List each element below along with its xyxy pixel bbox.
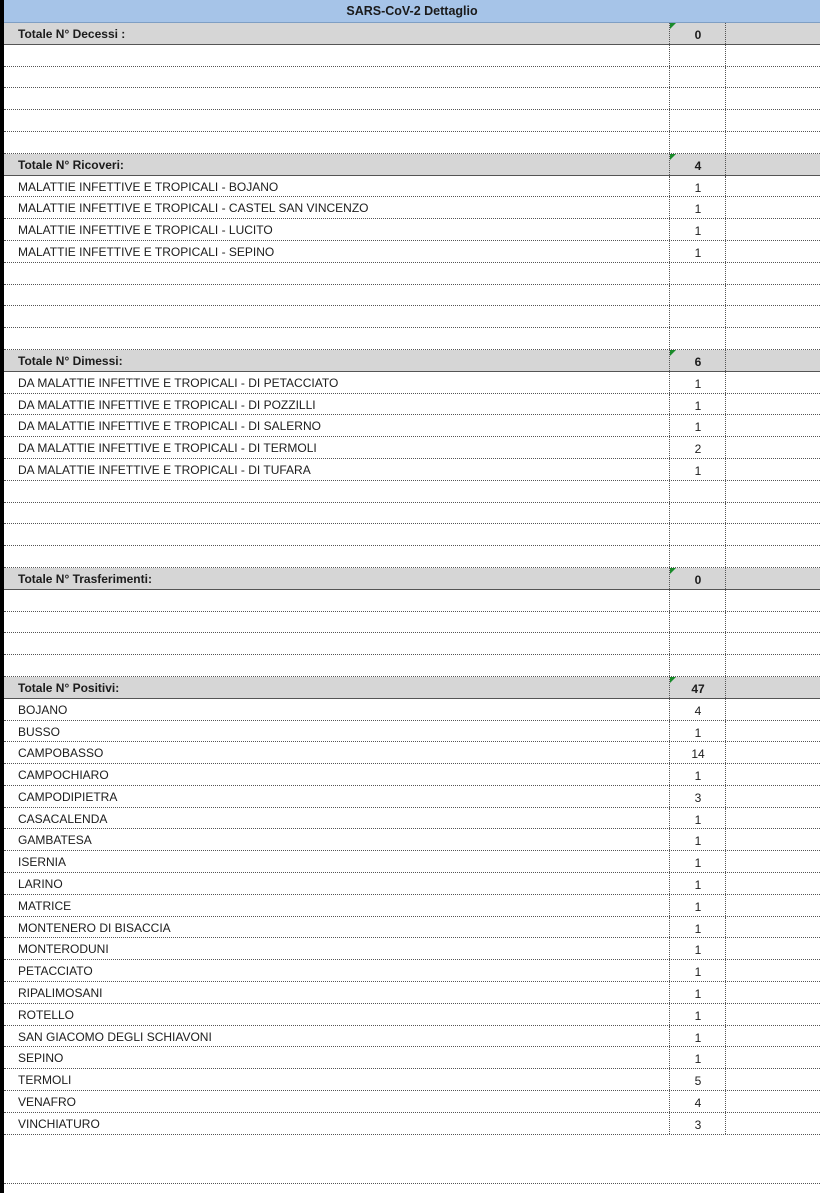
table-row[interactable] xyxy=(4,721,820,743)
column-separator xyxy=(669,306,670,327)
column-separator xyxy=(725,481,726,502)
column-separator xyxy=(725,328,726,349)
row-label: VENAFRO xyxy=(18,1095,77,1110)
column-separator xyxy=(669,67,670,88)
row-label: VINCHIATURO xyxy=(18,1116,100,1131)
row-value: 1 xyxy=(694,943,702,958)
column-separator xyxy=(725,88,726,109)
section-total: 47 xyxy=(691,681,705,696)
table-row[interactable] xyxy=(4,1091,820,1113)
table-row[interactable] xyxy=(4,895,820,917)
row-label: MALATTIE INFETTIVE E TROPICALI - LUCITO xyxy=(18,223,273,238)
section-total: 0 xyxy=(694,28,702,42)
row-label: DA MALATTIE INFETTIVE E TROPICALI - DI SALERNO xyxy=(18,419,321,434)
row-value: 1 xyxy=(694,878,702,893)
row-label: DA MALATTIE INFETTIVE E TROPICALI - DI POZZILLI xyxy=(18,397,316,412)
row-value: 3 xyxy=(694,1117,702,1132)
table-row[interactable] xyxy=(4,764,820,786)
empty-row[interactable] xyxy=(4,612,820,634)
row-value: 1 xyxy=(694,1030,702,1045)
table-row[interactable] xyxy=(4,917,820,939)
sheet-bottom-line xyxy=(4,1183,820,1184)
row-label: TERMOLI xyxy=(18,1073,72,1088)
row-label: CASACALENDA xyxy=(18,811,108,826)
row-label: DA MALATTIE INFETTIVE E TROPICALI - DI TERMOLI xyxy=(18,441,317,456)
table-row[interactable] xyxy=(4,176,820,198)
empty-row[interactable] xyxy=(4,328,820,350)
row-label: BOJANO xyxy=(18,702,68,717)
table-row[interactable] xyxy=(4,699,820,721)
row-label: MALATTIE INFETTIVE E TROPICALI - BOJANO xyxy=(18,179,279,194)
row-value: 1 xyxy=(694,420,702,435)
row-value: 1 xyxy=(694,202,702,217)
row-value: 1 xyxy=(694,987,702,1002)
empty-row[interactable] xyxy=(4,481,820,503)
column-separator xyxy=(725,546,726,567)
row-label: SAN GIACOMO DEGLI SCHIAVONI xyxy=(18,1029,212,1044)
table-row[interactable] xyxy=(4,1004,820,1026)
row-label: RIPALIMOSANI xyxy=(18,986,103,1001)
sheet-rows xyxy=(4,23,820,1135)
row-label: MONTERODUNI xyxy=(18,942,109,957)
table-row[interactable] xyxy=(4,851,820,873)
section-header-row[interactable] xyxy=(4,568,820,590)
section-header-row[interactable] xyxy=(4,154,820,176)
row-label: CAMPODIPIETRA xyxy=(18,789,118,804)
empty-row[interactable] xyxy=(4,110,820,132)
row-value: 1 xyxy=(694,180,702,195)
column-separator xyxy=(669,132,670,153)
empty-row[interactable] xyxy=(4,132,820,154)
row-value: 1 xyxy=(694,899,702,914)
sheet-title[interactable]: SARS-CoV-2 Dettaglio xyxy=(4,0,820,23)
row-value: 3 xyxy=(694,790,702,805)
table-row[interactable] xyxy=(4,1113,820,1135)
section-header-row[interactable] xyxy=(4,677,820,699)
row-label: SEPINO xyxy=(18,1051,64,1066)
row-value: 1 xyxy=(694,856,702,871)
column-separator xyxy=(725,132,726,153)
column-separator xyxy=(725,503,726,524)
row-label: BUSSO xyxy=(18,724,61,739)
empty-row[interactable] xyxy=(4,546,820,568)
row-label: MATRICE xyxy=(18,898,72,913)
empty-row[interactable] xyxy=(4,45,820,67)
row-value: 4 xyxy=(694,703,702,718)
empty-row[interactable] xyxy=(4,88,820,110)
row-label: PETACCIATO xyxy=(18,964,93,979)
section-label: Totale N° Decessi : xyxy=(18,27,126,41)
column-separator xyxy=(669,633,670,654)
section-header-row[interactable] xyxy=(4,350,820,372)
row-value: 1 xyxy=(694,812,702,827)
table-row[interactable] xyxy=(4,437,820,459)
row-value: 2 xyxy=(694,442,702,457)
table-row[interactable] xyxy=(4,938,820,960)
empty-row[interactable] xyxy=(4,524,820,546)
table-row[interactable] xyxy=(4,219,820,241)
table-row[interactable] xyxy=(4,1069,820,1091)
table-row[interactable] xyxy=(4,241,820,263)
empty-row[interactable] xyxy=(4,285,820,307)
section-total: 6 xyxy=(694,354,702,369)
section-label: Totale N° Trasferimenti: xyxy=(18,571,152,586)
table-row[interactable] xyxy=(4,1026,820,1048)
column-separator xyxy=(669,110,670,131)
empty-row[interactable] xyxy=(4,67,820,89)
row-value: 4 xyxy=(694,1096,702,1111)
row-value: 1 xyxy=(694,224,702,239)
column-separator xyxy=(725,633,726,654)
row-label: MONTENERO DI BISACCIA xyxy=(18,920,171,935)
section-header-row[interactable] xyxy=(4,23,820,45)
column-separator xyxy=(725,67,726,88)
table-row[interactable] xyxy=(4,1047,820,1069)
column-separator xyxy=(725,285,726,306)
column-separator xyxy=(669,546,670,567)
column-separator xyxy=(669,503,670,524)
section-total: 4 xyxy=(694,158,702,173)
table-row[interactable] xyxy=(4,808,820,830)
row-value: 1 xyxy=(694,398,702,413)
row-value: 14 xyxy=(691,747,705,762)
column-separator xyxy=(725,306,726,327)
empty-row[interactable] xyxy=(4,590,820,612)
row-value: 1 xyxy=(694,1052,702,1067)
column-separator xyxy=(669,524,670,545)
table-row[interactable] xyxy=(4,394,820,416)
empty-row[interactable] xyxy=(4,263,820,285)
section-label: Totale N° Dimessi: xyxy=(18,353,123,368)
table-row[interactable] xyxy=(4,829,820,851)
column-separator xyxy=(725,590,726,611)
row-label: GAMBATESA xyxy=(18,833,92,848)
column-separator xyxy=(669,88,670,109)
row-value: 1 xyxy=(694,921,702,936)
empty-row[interactable] xyxy=(4,306,820,328)
table-row[interactable] xyxy=(4,786,820,808)
row-label: LARINO xyxy=(18,877,63,892)
table-row[interactable] xyxy=(4,873,820,895)
empty-row[interactable] xyxy=(4,503,820,525)
empty-row[interactable] xyxy=(4,633,820,655)
column-separator xyxy=(725,655,726,676)
empty-row[interactable] xyxy=(4,655,820,677)
column-separator xyxy=(725,45,726,66)
row-value: 1 xyxy=(694,463,702,478)
column-separator xyxy=(669,263,670,284)
column-separator xyxy=(669,328,670,349)
row-value: 1 xyxy=(694,725,702,740)
column-separator xyxy=(725,524,726,545)
row-value: 1 xyxy=(694,965,702,980)
row-label: DA MALATTIE INFETTIVE E TROPICALI - DI PETACCIATO xyxy=(18,375,339,390)
row-label: ISERNIA xyxy=(18,855,67,870)
column-separator xyxy=(669,285,670,306)
row-value: 1 xyxy=(694,1008,702,1023)
table-row[interactable] xyxy=(4,742,820,764)
column-separator xyxy=(725,263,726,284)
row-label: CAMPOBASSO xyxy=(18,746,104,761)
row-label: ROTELLO xyxy=(18,1007,75,1022)
table-row[interactable] xyxy=(4,459,820,481)
row-value: 5 xyxy=(694,1074,702,1089)
section-label: Totale N° Positivi: xyxy=(18,680,120,695)
column-separator xyxy=(669,612,670,633)
section-label: Totale N° Ricoveri: xyxy=(18,157,124,172)
column-separator xyxy=(669,655,670,676)
row-value: 1 xyxy=(694,245,702,260)
row-value: 1 xyxy=(694,769,702,784)
table-row[interactable] xyxy=(4,197,820,219)
table-row[interactable] xyxy=(4,415,820,437)
row-label: CAMPOCHIARO xyxy=(18,768,109,783)
column-separator xyxy=(669,590,670,611)
table-row[interactable] xyxy=(4,372,820,394)
section-total: 0 xyxy=(694,572,702,587)
table-row[interactable] xyxy=(4,960,820,982)
table-row[interactable] xyxy=(4,982,820,1004)
row-label: DA MALATTIE INFETTIVE E TROPICALI - DI TUFARA xyxy=(18,462,311,477)
column-separator xyxy=(669,481,670,502)
column-separator xyxy=(725,110,726,131)
row-value: 1 xyxy=(694,376,702,391)
column-separator xyxy=(669,45,670,66)
row-label: MALATTIE INFETTIVE E TROPICALI - CASTEL SAN VINCENZO xyxy=(18,201,369,216)
row-value: 1 xyxy=(694,834,702,849)
column-separator xyxy=(725,612,726,633)
row-label: MALATTIE INFETTIVE E TROPICALI - SEPINO xyxy=(18,244,275,259)
